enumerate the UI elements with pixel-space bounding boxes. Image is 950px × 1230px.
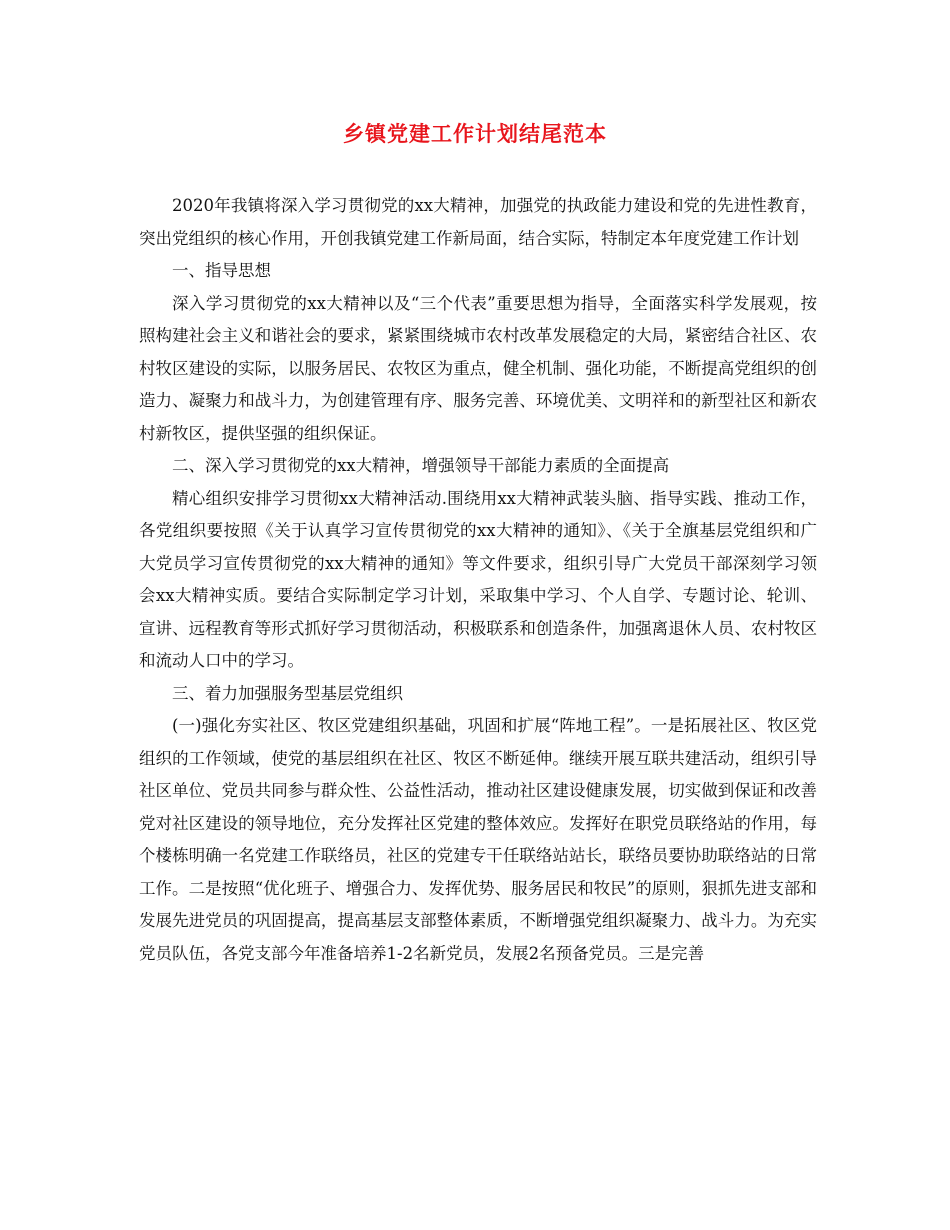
paragraph-intro: 2020年我镇将深入学习贯彻党的xx大精神，加强党的执政能力建设和党的先进性教育，突出党组织的核心作用，开创我镇党建工作新局面，结合实际，特制定本年度党建工作计划 [139, 196, 817, 248]
section-heading-1: 一、指导思想 [172, 261, 271, 280]
document-body [139, 190, 817, 970]
document-title: 乡镇党建工作计划结尾范本 [343, 121, 607, 146]
section-heading-3: 三、着力加强服务型基层党组织 [172, 683, 403, 703]
paragraph-organization-foundation: (一)强化夯实社区、牧区党建组织基础，巩固和扩展“阵地工程”。一是拓展社区、牧区党组织的工作领域，使党的基层组织在社区、牧区不断延伸。继续开展互联共建活动，组织引导社区单位、党员共同参与群众性、公益性活动，推动社区建设健康发展，切实做到保证和改善党对社区建设的领导地位，充分发挥社区党建的整体效应。发挥好在职党员联络站的作用，每个楼栋明确一名党建工作联络员，社区的党建专干任联络站站长，联络员要协助联络站的日常工作。二是按照“优化班子、增强合力、发挥优势、服务居民和牧民”的原则，狠抓先进支部和发展先进党员的巩固提高，提高基层支部整体素质，不断增强党组织凝聚力、战斗力。为充实党员队伍，各党支部今年准备培养1-2名新党员，发展2名预备党员。三是完善 [139, 716, 817, 963]
section-heading-2: 二、深入学习贯彻党的xx大精神，增强领导干部能力素质的全面提高 [172, 456, 670, 475]
paragraph-guiding-thought: 深入学习贯彻党的xx大精神以及“三个代表”重要思想为指导，全面落实科学发展观，按照构建社会主义和谐社会的要求，紧紧围绕城市农村改革发展稳定的大局，紧密结合社区、农村牧区建设的实际，以服务居民、农牧区为重点，健全机制、强化功能，不断提高党组织的创造力、凝聚力和战斗力，为创建管理有序、服务完善、环境优美、文明祥和的新型社区和新农村新牧区，提供坚强的组织保证。 [139, 293, 817, 443]
paragraph-study-activities: 精心组织安排学习贯彻xx大精神活动.围绕用xx大精神武装头脑、指导实践、推动工作，各党组织要按照《关于认真学习宣传贯彻党的xx大精神的通知》、《关于全旗基层党组织和广大党员学习宣传贯彻党的xx大精神的通知》等文件要求，组织引导广大党员干部深刻学习领会xx大精神实质。要结合实际制定学习计划，采取集中学习、个人自学、专题讨论、轮训、宣讲、远程教育等形式抓好学习贯彻活动，积极联系和创造条件，加强离退休人员、农村牧区和流动人口中的学习。 [139, 488, 817, 670]
